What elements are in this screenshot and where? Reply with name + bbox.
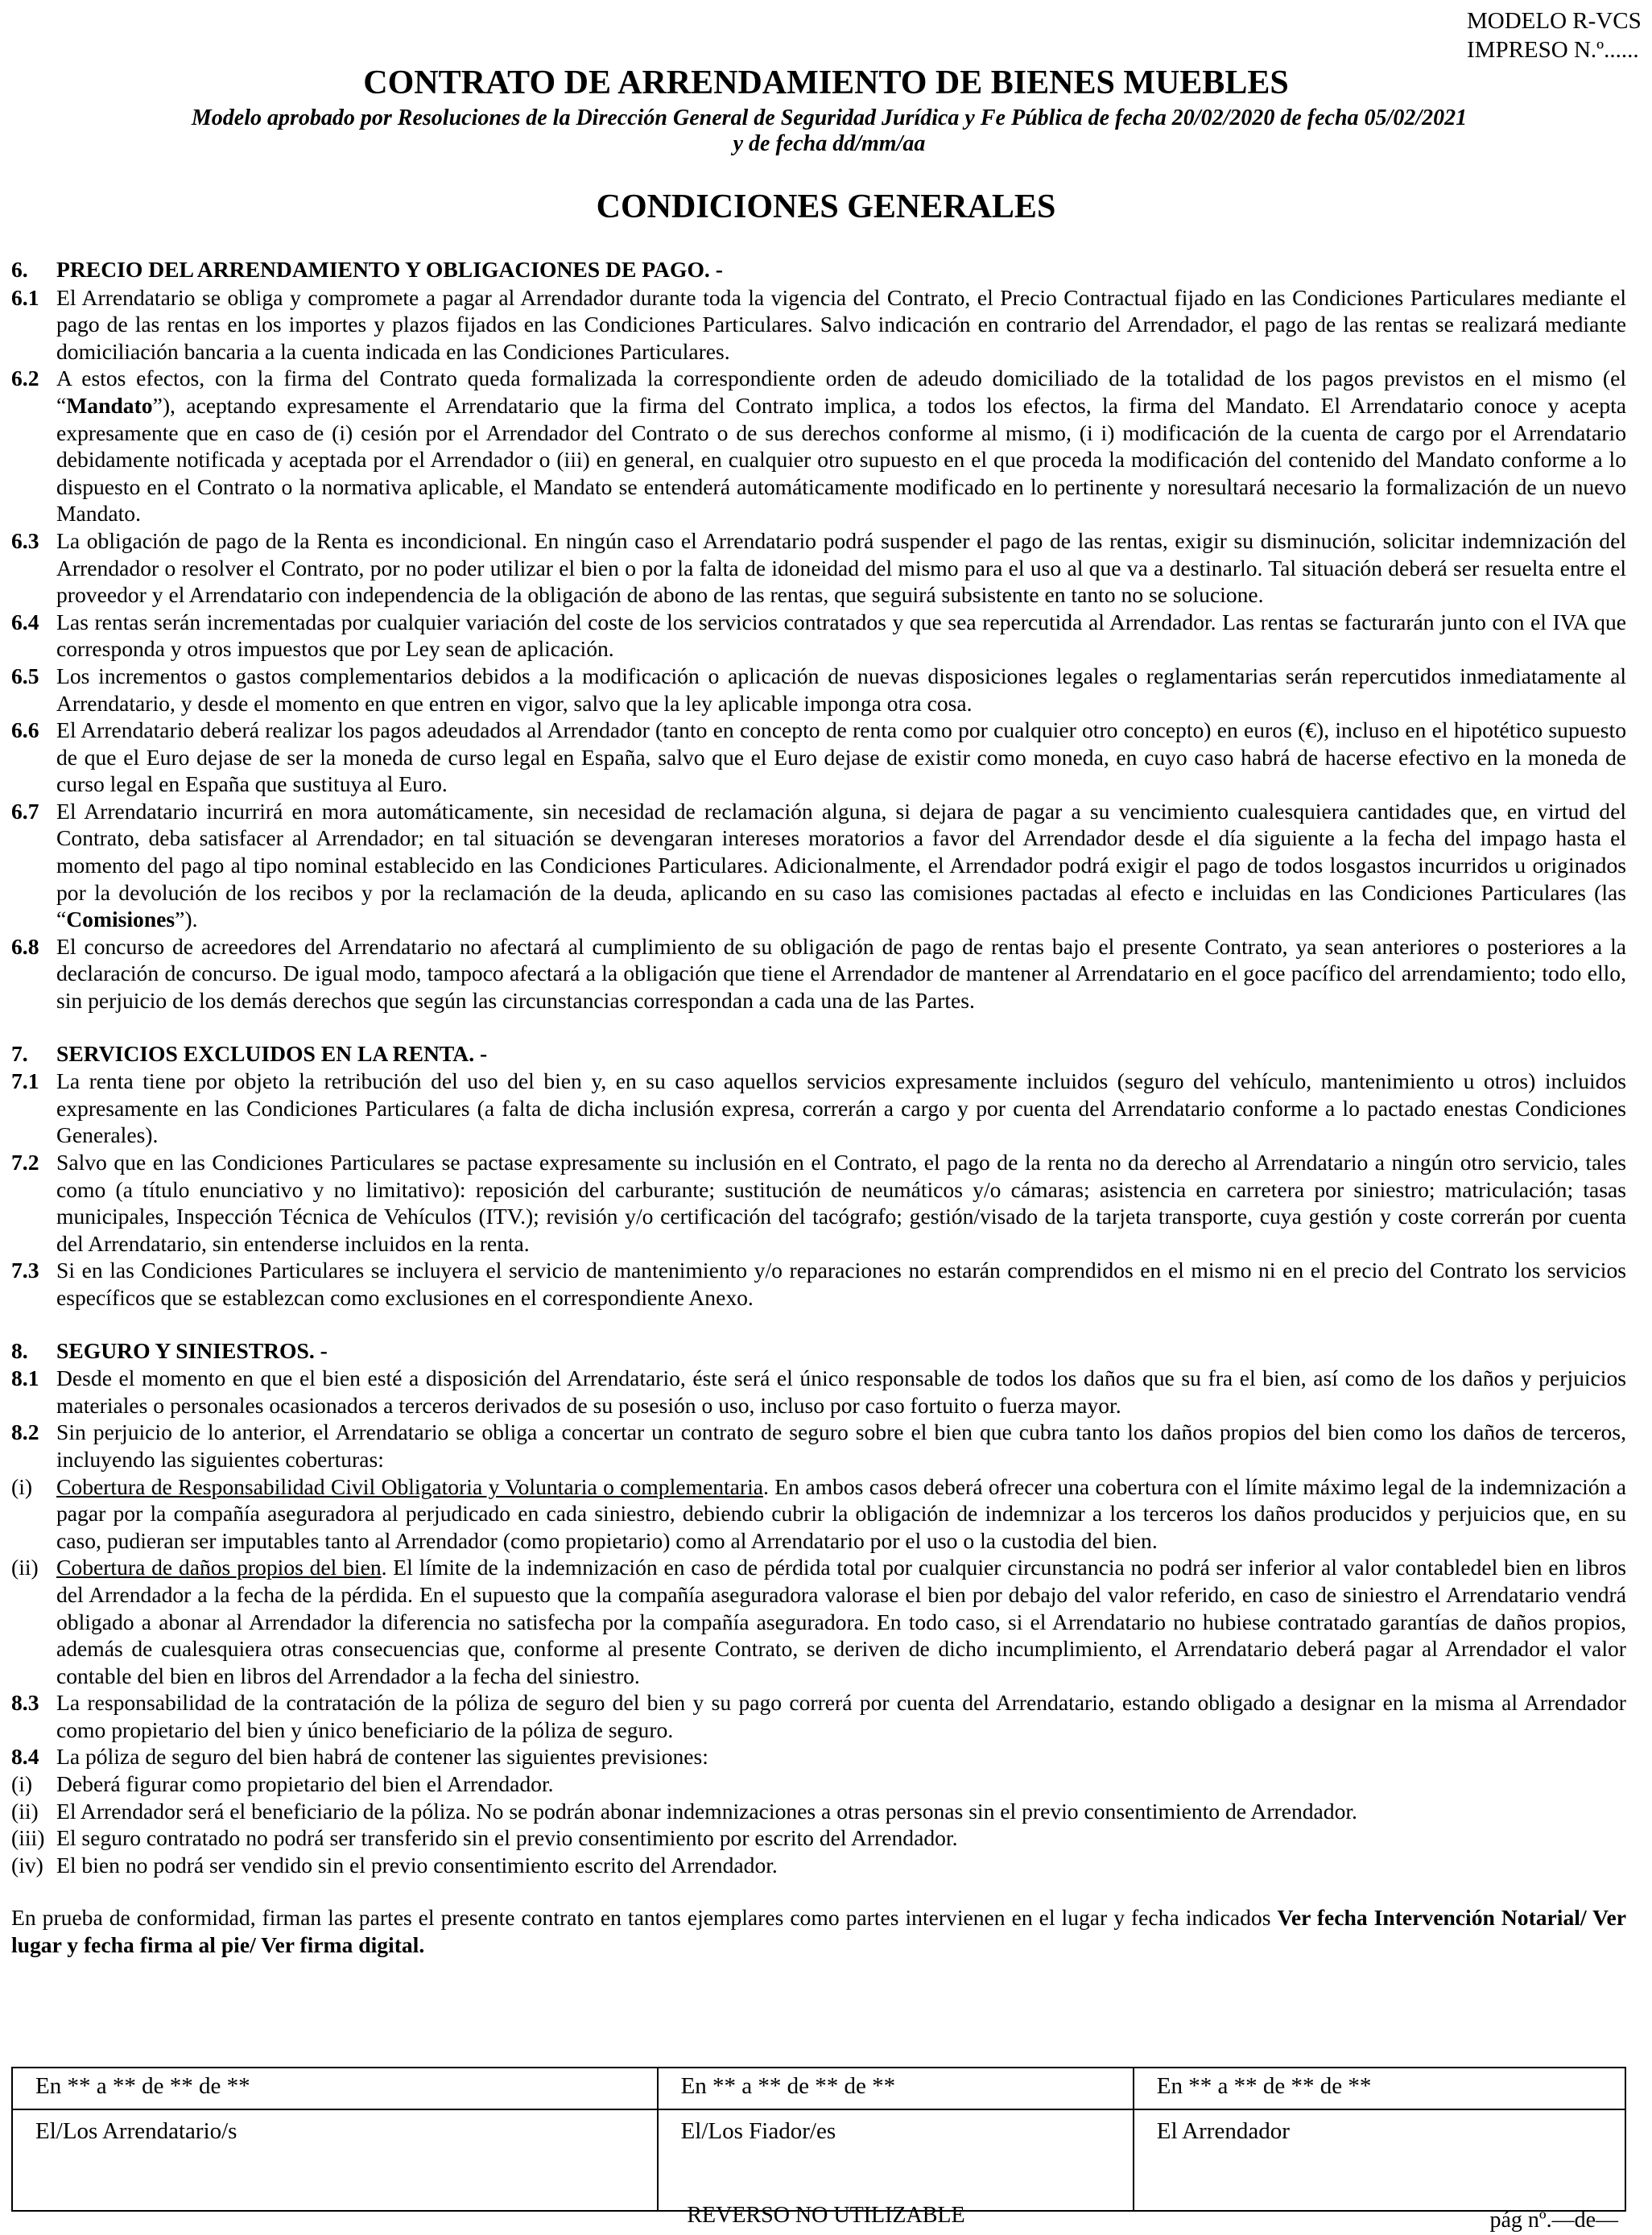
closing-bold-text: Ver fecha Intervención Notarial/ Ver lugar y fecha firma al pie/ Ver firma digital.: [11, 1905, 1626, 1958]
section-number: 6.: [11, 257, 28, 282]
item-number: (iv): [11, 1852, 43, 1878]
clause-text: Sin perjuicio de lo anterior, el Arrendatario se obliga a concertar un contrato de seguro sobre el bien que cubra tanto los daños propios del bien como los daños de terceros, incluyendo las siguientes coberturas:: [56, 1419, 1626, 1472]
clause-number: 8.2: [11, 1419, 39, 1445]
coverage-item-ii: [11, 1554, 1626, 1689]
clause-text-part: ”), aceptando expresamente el Arrendatario que la firma del Contrato implica, a todos los efectos, la firma del Mandato. El Arrendatario conoce y acepta expresamente que en caso de (i) cesión por el Arrendador del Contrato o de sus derechos conforme al mismo, (i i) modificación de la cuenta de cargo por el Arrendatario debidamente notificada y aceptada por el Arrendador o (iii) en general, en cualquier otro supuesto en el que proceda la modificación del contenido del Mandato conforme a lo dispuesto en el Contrato o la normativa aplicable, el Mandato se entenderá automáticamente modificado en lo pertinente y noresultará necesario la formalización de un nuevo Mandato.: [56, 392, 1626, 527]
section-heading: CONDICIONES GENERALES: [596, 188, 1056, 225]
item-number: (i): [11, 1771, 33, 1797]
clause-text: [56, 365, 1626, 527]
clause-number: 6.1: [11, 284, 39, 310]
section-number: 8.: [11, 1337, 28, 1363]
coverage-name: Cobertura de daños propios del bien: [56, 1555, 382, 1580]
item-text: El bien no podrá ser vendido sin el previo consentimiento escrito del Arrendador.: [56, 1852, 778, 1878]
clause-6-7: [11, 798, 1626, 933]
clause-text: [56, 798, 1626, 933]
clause-text: El Arrendatario deberá realizar los pagos adeudados al Arrendador (tanto en concepto de renta como por cualquier otro concepto) en euros (€), incluso en el hipotético supuesto de que el Euro dejase de ser la moneda de curso legal en España, salvo que el Euro dejase de existir como moneda, en cuyo caso habrá de hacerse efectivo en la moneda de curso legal en España que sustituya al Euro.: [56, 717, 1626, 797]
clause-7-1: [11, 1068, 1626, 1149]
item-text: [56, 1473, 1626, 1555]
printed-number: IMPRESO N.º......: [1467, 37, 1639, 63]
section-7-heading: [11, 1040, 1626, 1068]
clause-text: Los incrementos o gastos complementarios debidos a la modificación o aplicación de nuevas disposiciones legales o reglamentarias serán repercutidos inmediatamente al Arrendatario, y desde el momento en que entren en vigor, salvo que la ley aplicable imponga otra cosa.: [56, 663, 1626, 716]
clause-6-1: [11, 284, 1626, 366]
closing-statement: [11, 1904, 1626, 1958]
clause-number: 6.2: [11, 366, 39, 391]
clause-number: 6.4: [11, 609, 39, 634]
provision-item-iv: [11, 1852, 1626, 1879]
clause-number: 7.3: [11, 1258, 39, 1283]
section-title: PRECIO DEL ARRENDAMIENTO Y OBLIGACIONES DE PAGO. -: [56, 257, 723, 282]
signature-table: [11, 2067, 1626, 2212]
clause-number: 8.3: [11, 1690, 39, 1716]
clause-7-3: [11, 1257, 1626, 1311]
section-spacer: [11, 1312, 1626, 1337]
coverage-name: Cobertura de Responsabilidad Civil Obligatoria y Voluntaria o complementaria: [56, 1473, 764, 1499]
clause-text-part: A estos efectos, con la firma del Contrato queda formalizada la correspondiente orden de adeudo domiciliado de la totalidad de los pagos previstos en el mismo (el “: [56, 366, 1626, 418]
document-body: [11, 256, 1626, 1959]
clause-text: Si en las Condiciones Particulares se incluyera el servicio de mantenimiento y/o reparaciones no estarán comprendidos en el mismo ni en el precio del Contrato los servicios específicos que se establezcan como exclusiones en el correspondiente Anexo.: [56, 1258, 1626, 1310]
clause-text: La renta tiene por objeto la retribución del uso del bien y, en su caso aquellos servicios expresamente incluidos (seguro del vehículo, mantenimiento u otros) incluidos expresamente en las Condiciones Particulares (a falta de dicha inclusión expresa, correrán a cargo y por cuenta del Arrendatario conforme a lo pactado enestas Condiciones Generales).: [56, 1068, 1626, 1148]
clause-8-4: [11, 1743, 1626, 1770]
clause-number: 7.1: [11, 1068, 39, 1094]
item-number: (iii): [11, 1825, 45, 1851]
item-text-part: . En ambos casos deberá ofrecer una cobertura con el límite máximo legal de la indemnización a pagar por la compañía aseguradora al perjudicado en cada siniestro, debiendo cubrir la obligación de indemnizar a los terceros los daños producidos y perjuicios que, en su caso, pudieran ser imputables tanto al Arrendador (como propietario) como al Arrendatario por el uso o la custodia del bien.: [56, 1473, 1627, 1553]
date-cell-lessee: En ** a ** de ** de **: [12, 2068, 658, 2109]
reverse-notice: REVERSO NO UTILIZABLE: [687, 2203, 965, 2228]
model-box: [1467, 6, 1642, 64]
clause-text: La póliza de seguro del bien habrá de contener las siguientes previsiones:: [56, 1744, 708, 1770]
item-text: Deberá figurar como propietario del bien el Arrendador.: [56, 1771, 554, 1797]
section-title: SERVICIOS EXCLUIDOS EN LA RENTA. -: [56, 1040, 488, 1066]
closing-text: En prueba de conformidad, firman las partes el presente contrato en tantos ejemplares como partes intervienen en el lugar y fecha indicados: [11, 1905, 1278, 1931]
page-number: pág nº.—de—: [1489, 2208, 1618, 2233]
clause-6-8: [11, 933, 1626, 1014]
item-number: (ii): [11, 1555, 39, 1580]
model-code: MODELO R-VCS: [1467, 8, 1642, 34]
item-text: El Arrendador será el beneficiario de la póliza. No se podrán abonar indemnizaciones a otras personas sin el previo consentimiento de Arrendador.: [56, 1798, 1357, 1824]
clause-text: Las rentas serán incrementadas por cualquier variación del coste de los servicios contratados y que sea repercutida al Arrendador. Las rentas se facturarán junto con el IVA que corresponda y otros impuestos que por Ley sean de aplicación.: [56, 609, 1626, 662]
clause-text: La obligación de pago de la Renta es incondicional. En ningún caso el Arrendatario podrá suspender el pago de las rentas, exigir su disminución, solicitar indemnización del Arrendador o resolver el Contrato, por no poder utilizar el bien o por la falta de idoneidad del mismo para el uso al que va a destinarlo. Tal situación deberá ser resuelta entre el proveedor y el Arrendatario con independencia de la obligación de abono de las rentas, que seguirá subsistente en tanto no se solucione.: [56, 527, 1626, 608]
item-number: (i): [11, 1473, 33, 1499]
clause-text: El concurso de acreedores del Arrendatario no afectará al cumplimiento de su obligación de pago de rentas bajo el presente Contrato, ya sean anteriores o posteriores a la declaración de concurso. De igual modo, tampoco afectará a la obligación que tiene el Arrendador de mantener al Arrendatario en el goce pacífico del arrendamiento; todo ello, sin perjuicio de los demás derechos que según las circunstancias correspondan a cada una de las Partes.: [56, 933, 1626, 1014]
clause-text: La responsabilidad de la contratación de la póliza de seguro del bien y su pago correrá por cuenta del Arrendatario, estando obligado a designar en la misma al Arrendador como propietario del bien y único beneficiario de la póliza de seguro.: [56, 1690, 1626, 1742]
clause-6-2: [11, 365, 1626, 527]
document-title: CONTRATO DE ARRENDAMIENTO DE BIENES MUEBLES: [363, 64, 1289, 101]
clause-6-4: [11, 609, 1626, 663]
clause-6-6: [11, 717, 1626, 798]
clause-7-2: [11, 1149, 1626, 1257]
document-subtitle: Modelo aprobado por Resoluciones de la Dirección General de Seguridad Jurídica y Fe Pública de fecha 20/02/2020 de fecha 05/02/2021 y de fecha dd/mm/aa: [191, 105, 1468, 156]
clause-number: 8.1: [11, 1365, 39, 1391]
date-cell-guarantor: En ** a ** de ** de **: [658, 2068, 1134, 2109]
defined-term: Comisiones: [66, 907, 176, 932]
provision-item-ii: [11, 1798, 1626, 1825]
clause-text: Salvo que en las Condiciones Particulares se pactase expresamente su inclusión en el Contrato, el pago de la renta no da derecho al Arrendatario a ningún otro servicio, tales como (a título enunciativo y no limitativo): reposición del carburante; sustitución de neumáticos y/o cámaras; asistencia en carretera por siniestro; matriculación; tasas municipales, Inspección Técnica de Vehículos (ITV.); revisión y/o certificación del tacógrafo; gestión/visado de la tarjeta transporte, cuya gestión y coste correrán por cuenta del Arrendatario, sin entenderse incluidos en la renta.: [56, 1150, 1626, 1256]
signature-date-row: [12, 2068, 1625, 2109]
item-text: [56, 1554, 1626, 1689]
section-6-heading: [11, 256, 1626, 283]
clause-number: 6.5: [11, 663, 39, 688]
signature-party-row: [12, 2109, 1625, 2211]
date-cell-lessor: En ** a ** de ** de **: [1134, 2068, 1625, 2109]
signature-cell-lessor: El Arrendador: [1134, 2109, 1625, 2211]
section-title: SEGURO Y SINIESTROS. -: [56, 1337, 328, 1363]
clause-6-5: [11, 663, 1626, 717]
clause-number: 6.6: [11, 717, 39, 743]
clause-number: 7.2: [11, 1150, 39, 1175]
signature-cell-lessee: El/Los Arrendatario/s: [12, 2109, 658, 2211]
clause-text-part: El Arrendatario incurrirá en mora automáticamente, sin necesidad de reclamación alguna, si dejara de pagar a su vencimiento cualesquiera cantidades que, en virtud del Contrato, deba satisfacer al Arrendador; en tal situación se devengaran intereses moratorios a favor del Arrendador desde el día siguiente a la fecha del impago hasta el momento del pago al tipo nominal establecido en las Condiciones Particulares. Adicionalmente, el Arrendador podrá exigir el pago de todos losgastos incurridos u originados por la devolución de los recibos y por la reclamación de la deuda, aplicando en su caso las comisiones pactadas al efecto e incluidas en las Condiciones Particulares (las “: [56, 798, 1626, 932]
clause-number: 8.4: [11, 1744, 39, 1770]
item-number: (ii): [11, 1798, 39, 1824]
coverage-item-i: [11, 1473, 1626, 1555]
clause-8-1: [11, 1365, 1626, 1419]
provision-item-i: [11, 1770, 1626, 1798]
section-spacer: [11, 1014, 1626, 1040]
clause-number: 6.3: [11, 527, 39, 553]
clause-text: Desde el momento en que el bien esté a disposición del Arrendatario, éste será el único responsable de todos los daños que su fra el bien, así como de los daños y perjuicios materiales o personales ocasionados a terceros derivados de su posesión o uso, incluso por caso fortuito o fuerza mayor.: [56, 1365, 1626, 1418]
clause-text: El Arrendatario se obliga y compromete a pagar al Arrendador durante toda la vigencia del Contrato, el Precio Contractual fijado en las Condiciones Particulares mediante el pago de las rentas en los importes y plazos fijados en las Condiciones Particulares. Salvo indicación en contrario del Arrendador, el pago de las rentas se realizará mediante domiciliación bancaria a la cuenta indicada en las Condiciones Particulares.: [56, 284, 1626, 364]
clause-8-2: [11, 1419, 1626, 1473]
clause-text-part: ”).: [175, 907, 198, 932]
defined-term: Mandato: [66, 392, 153, 418]
section-number: 7.: [11, 1040, 28, 1066]
signature-cell-guarantor: El/Los Fiador/es: [658, 2109, 1134, 2211]
clause-6-3: [11, 527, 1626, 609]
provision-item-iii: [11, 1824, 1626, 1852]
item-text-part: . El límite de la indemnización en caso de pérdida total por cualquier circunstancia no podrá ser inferior al valor contabledel bien en libros del Arrendador a la fecha de la pérdida. En el supuesto que la compañía aseguradora valorase el bien por debajo del valor referido, en caso de siniestro el Arrendatario vendrá obligado a abonar al Arrendador la diferencia no satisfecha por la compañía aseguradora. En todo caso, si el Arrendatario no hubiese contratado garantías de daños propios, además de cualesquiera otras consecuencias que, conforme al presente Contrato, se deriven de dicho incumplimiento, el Arrendatario deberá pagar al Arrendador el valor contable del bien en libros del Arrendador a la fecha del siniestro.: [56, 1555, 1627, 1688]
clause-number: 6.8: [11, 933, 39, 959]
clause-number: 6.7: [11, 798, 39, 824]
item-text: El seguro contratado no podrá ser transferido sin el previo consentimiento por escrito del Arrendador.: [56, 1825, 958, 1851]
clause-8-3: [11, 1689, 1626, 1743]
section-8-heading: [11, 1337, 1626, 1365]
